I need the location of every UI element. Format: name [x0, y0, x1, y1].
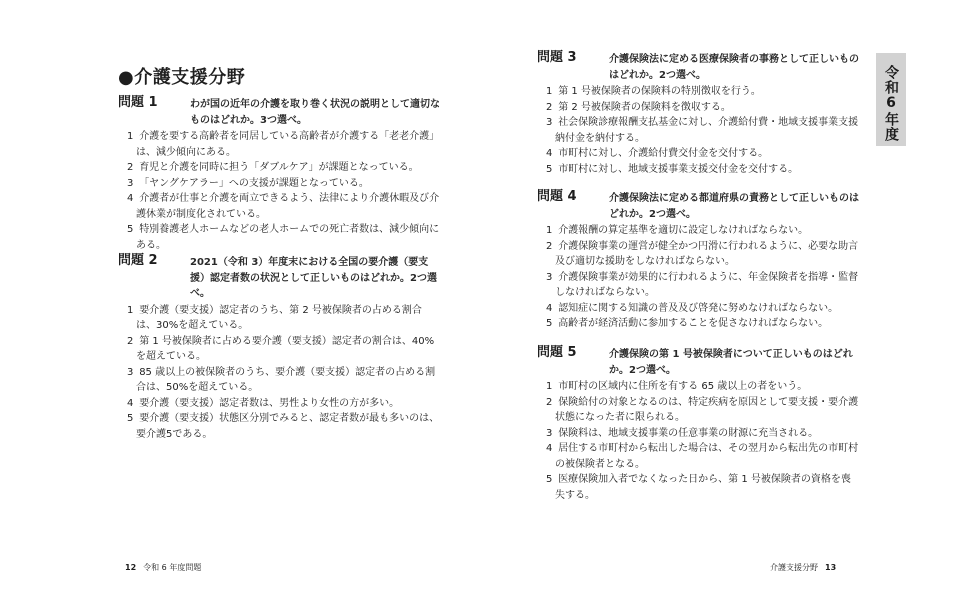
option-number: 3	[546, 271, 553, 283]
option-text: 保険料は、地域支援事業の任意事業の財源に充当される。	[558, 427, 819, 439]
option-text: 保険給付の対象となるのは、特定疾病を原因として要支援・要介護状態になった者に限られる。	[555, 396, 859, 423]
option-number: 4	[127, 193, 134, 204]
question-1	[118, 97, 440, 253]
page-number-left: 12	[125, 563, 137, 572]
question-2-label: 問題 2	[118, 253, 158, 268]
option-number: 3	[546, 427, 553, 439]
question-1-head	[118, 97, 440, 128]
option-text: 第 1 号被保険者の保険料の特別徴収を行う。	[558, 86, 761, 97]
question-5-option-1	[537, 379, 859, 395]
question-1-option-5	[118, 222, 440, 253]
option-text: 居住する市町村から転出した場合は、その翌月から転出先の市町村の被保険者となる。	[555, 443, 859, 470]
question-3-head	[537, 52, 859, 83]
option-number: 2	[546, 396, 553, 408]
question-4-text: 介護保険法に定める都道府県の責務として正しいものはどれか。2つ選べ。	[609, 193, 859, 220]
option-text: 介護者が仕事と介護を両立できるよう、法律により介護休暇及び介護休業が制度化されている。	[136, 193, 440, 220]
question-3-option-4	[537, 146, 859, 162]
option-text: 第 2 号被保険者の保険料を徴収する。	[558, 101, 731, 113]
option-number: 4	[127, 397, 134, 409]
question-5-text: 介護保険の第 1 号被保険者について正しいものはどれか。2つ選べ。	[609, 349, 853, 376]
option-number: 5	[546, 163, 553, 175]
option-number: 5	[127, 224, 134, 235]
question-4-option-3	[537, 270, 859, 301]
option-text: 特別養護老人ホームなどの老人ホームでの死亡者数は、減少傾向にある。	[136, 224, 440, 251]
footer-right	[770, 562, 843, 573]
running-head-left: 令和 6 年度問題	[143, 563, 202, 572]
question-2-option-5	[118, 411, 440, 442]
option-text: 第 1 号被保険者に占める要介護（要支援）認定者の割合は、40%を超えている。	[136, 335, 435, 362]
option-number: 1	[546, 381, 553, 392]
option-text: 要介護（要支援）認定者のうち、第 2 号被保険者の占める割合は、30%を超えている。	[136, 304, 422, 331]
section-title: ●介護支援分野	[118, 67, 246, 88]
question-1-option-1	[118, 129, 440, 160]
question-3	[537, 52, 859, 177]
question-5-option-5	[537, 472, 859, 503]
option-number: 3	[546, 117, 553, 128]
question-4-option-4	[537, 301, 859, 317]
option-number: 3	[127, 177, 134, 189]
question-1-option-4	[118, 191, 440, 222]
option-text: 医療保険加入者でなくなった日から、第 1 号被保険者の資格を喪失する。	[555, 474, 851, 501]
question-4-option-1	[537, 223, 859, 239]
option-number: 1	[546, 225, 553, 236]
option-text: 「ヤングケアラー」への支援が課題となっている。	[139, 177, 369, 189]
question-3-option-5	[537, 162, 859, 178]
option-number: 1	[127, 304, 134, 316]
option-number: 2	[546, 240, 553, 252]
question-5-option-4	[537, 441, 859, 472]
option-text: 介護保険事業の運営が健全かつ円滑に行われるように、必要な助言及び適切な援助をしなければならない。	[555, 240, 859, 267]
option-text: 市町村に対し、地域支援事業支援交付金を交付する。	[558, 163, 799, 175]
question-2-option-3	[118, 365, 440, 396]
option-number: 1	[127, 131, 134, 142]
question-1-text: わが国の近年の介護を取り巻く状況の説明として適切なものはどれか。3つ選べ。	[190, 99, 440, 126]
year-side-tab-label: 令和6年度	[883, 65, 899, 142]
question-1-option-2	[118, 160, 440, 176]
question-3-option-3	[537, 115, 859, 146]
question-3-label: 問題 3	[537, 50, 577, 65]
option-text: 社会保険診療報酬支払基金に対し、介護給付費・地域支援事業支援納付金を納付する。	[555, 117, 859, 144]
question-2-option-4	[118, 396, 440, 412]
question-2-option-1	[118, 303, 440, 334]
option-number: 5	[127, 413, 134, 424]
option-number: 1	[546, 86, 553, 97]
question-2	[118, 255, 440, 442]
option-text: 介護保険事業が効果的に行われるように、年金保険者を指導・監督しなければならない。	[555, 271, 859, 298]
running-head-right: 介護支援分野	[770, 563, 818, 572]
option-number: 5	[546, 474, 553, 485]
question-3-option-1	[537, 84, 859, 100]
year-side-tab	[876, 53, 906, 146]
question-4-head	[537, 191, 859, 222]
option-text: 育児と介護を同時に担う「ダブルケア」が課題となっている。	[139, 162, 419, 173]
option-number: 4	[546, 443, 553, 454]
option-text: 市町村の区域内に住所を有する 65 歳以上の者をいう。	[558, 381, 808, 392]
option-number: 3	[127, 366, 134, 378]
option-text: 介護を要する高齢者を同居している高齢者が介護する「老老介護」は、減少傾向にある。	[136, 131, 440, 158]
question-5-option-3	[537, 426, 859, 442]
question-5-head	[537, 347, 859, 378]
option-text: 85 歳以上の被保険者のうち、要介護（要支援）認定者の占める割合は、50%を超えている。	[136, 366, 436, 393]
question-4-label: 問題 4	[537, 189, 577, 204]
question-5-label: 問題 5	[537, 345, 577, 360]
option-number: 5	[546, 318, 553, 329]
question-5	[537, 347, 859, 503]
question-4-option-5	[537, 316, 859, 332]
question-5-option-2	[537, 395, 859, 426]
option-number: 2	[546, 101, 553, 113]
option-text: 認知症に関する知識の普及及び啓発に努めなければならない。	[558, 302, 839, 314]
question-2-head	[118, 255, 440, 302]
option-number: 2	[127, 335, 134, 347]
option-text: 高齢者が経済活動に参加することを促さなければならない。	[558, 318, 829, 329]
option-number: 4	[546, 302, 553, 314]
option-text: 市町村に対し、介護給付費交付金を交付する。	[558, 148, 769, 159]
option-number: 4	[546, 148, 553, 159]
footer-left	[118, 562, 201, 573]
option-text: 介護報酬の算定基準を適切に設定しなければならない。	[558, 225, 809, 236]
question-1-option-3	[118, 176, 440, 192]
question-3-option-2	[537, 100, 859, 116]
question-2-text: 2021（令和 3）年度末における全国の要介護（要支援）認定者数の状況として正しいものはどれか。2つ選べ。	[190, 257, 437, 299]
option-text: 要介護（要支援）認定者数は、男性より女性の方が多い。	[139, 397, 400, 409]
question-1-label: 問題 1	[118, 95, 158, 110]
page-number-right: 13	[825, 563, 837, 572]
option-text: 要介護（要支援）状態区分別でみると、認定者数が最も多いのは、要介護5である。	[136, 413, 440, 440]
question-4	[537, 191, 859, 332]
question-4-option-2	[537, 239, 859, 270]
question-2-option-2	[118, 334, 440, 365]
question-3-text: 介護保険法に定める医療保険者の事務として正しいものはどれか。2つ選べ。	[609, 54, 859, 81]
option-number: 2	[127, 162, 134, 173]
